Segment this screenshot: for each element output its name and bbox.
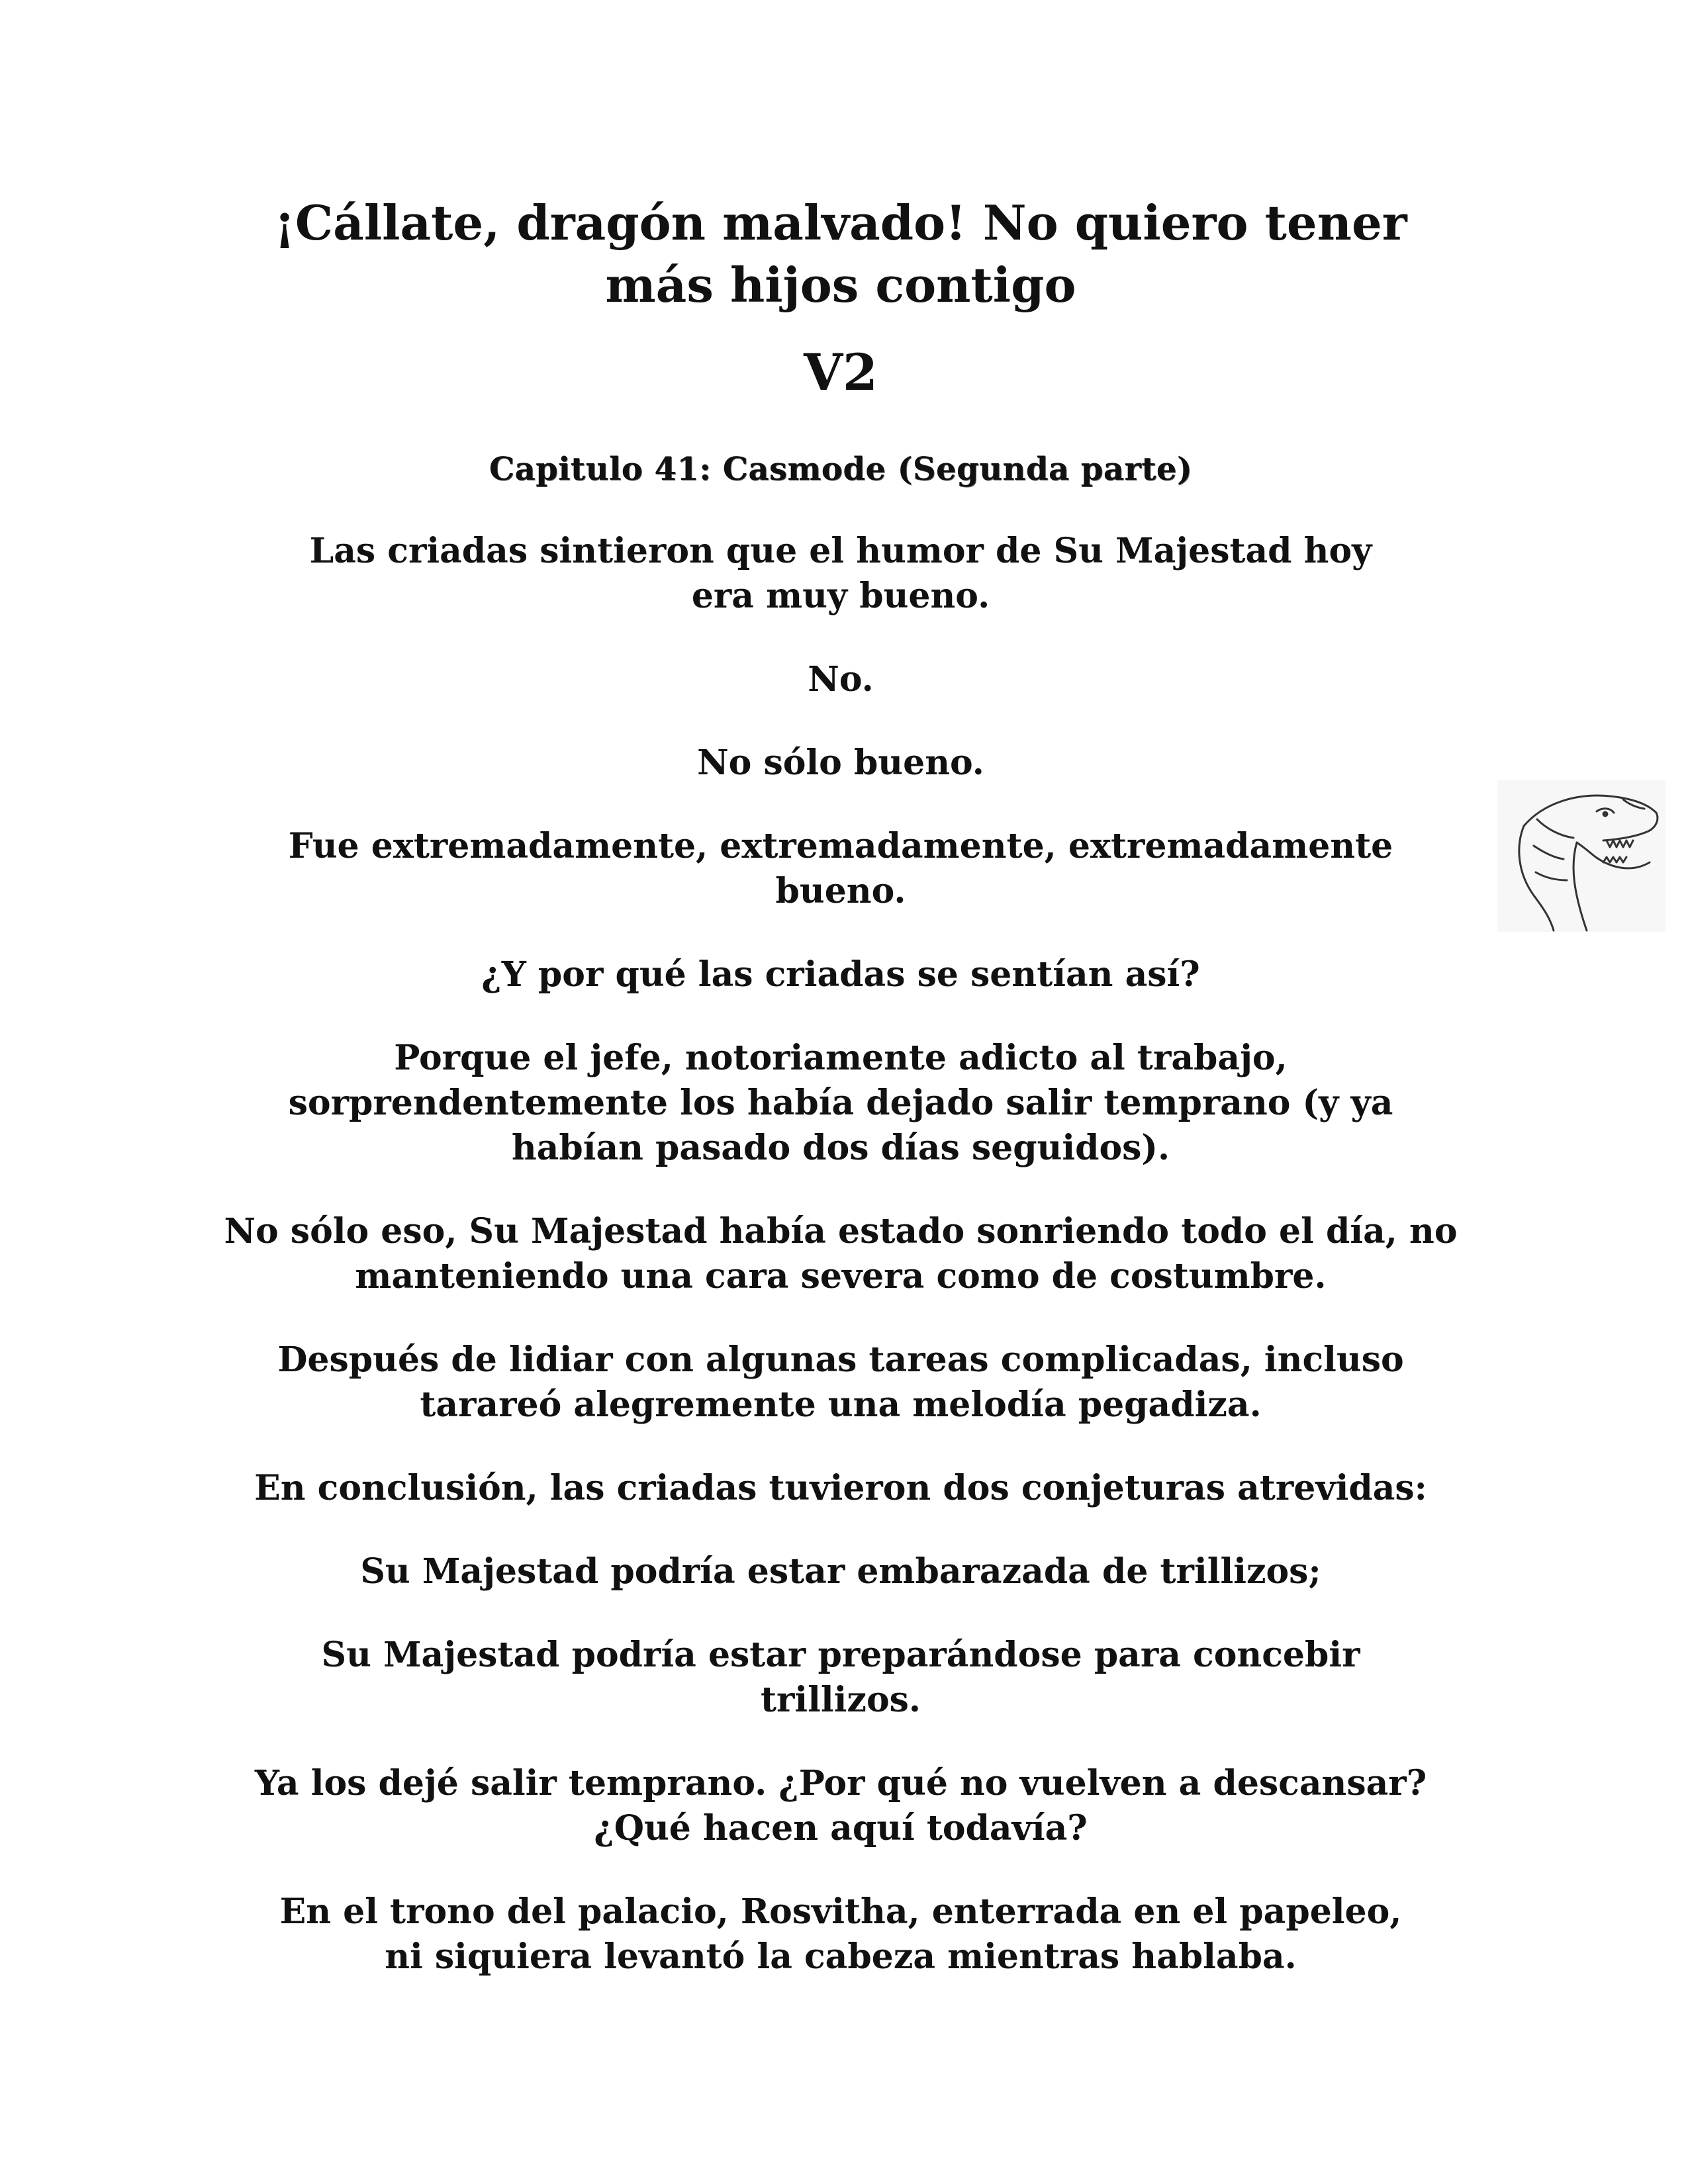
paragraph-3: No sólo bueno. (697, 742, 984, 783)
document-page (199, 192, 1483, 1979)
paragraph-7: No sólo eso, Su Majestad había estado sonriendo todo el día, no manteniendo una cara severa como de costumbre. (224, 1210, 1458, 1297)
paragraph-6: Porque el jefe, notoriamente adicto al trabajo, sorprendentemente los había dejado salir temprano (y ya habían pasado dos días seguidos). (288, 1037, 1393, 1168)
paragraph-2: No. (808, 659, 874, 700)
dinosaur-head-sketch-icon (1497, 780, 1665, 932)
paragraph-5: ¿Y por qué las criadas se sentían así? (481, 954, 1200, 995)
paragraph-9: En conclusión, las criadas tuvieron dos conjeturas atrevidas: (254, 1467, 1427, 1508)
paragraph-13: En el trono del palacio, Rosvitha, enterrada en el papeleo, ni siquiera levantó la cabeza mientras hablaba. (279, 1891, 1402, 1977)
title-line-2: más hijos contigo (605, 256, 1076, 313)
paragraph-4: Fue extremadamente, extremadamente, extremadamente bueno. (288, 825, 1393, 911)
document-title (199, 192, 1483, 316)
paragraph-12: Ya los dejé salir temprano. ¿Por qué no vuelven a descansar? ¿Qué hacen aquí todavía? (254, 1762, 1427, 1848)
paragraph-11: Su Majestad podría estar preparándose para concebir trillizos. (321, 1634, 1360, 1720)
paragraph-8: Después de lidiar con algunas tareas complicadas, incluso tarareó alegremente una melodía pegadiza. (277, 1339, 1404, 1425)
paragraph-10: Su Majestad podría estar embarazada de trillizos; (360, 1551, 1321, 1592)
chapter-heading: Capitulo 41: Casmode (Segunda parte) (489, 451, 1193, 488)
volume-label: V2 (804, 343, 878, 402)
paragraph-1: Las criadas sintieron que el humor de Su Majestad hoy era muy bueno. (309, 530, 1372, 616)
title-line-1: ¡Cállate, dragón malvado! No quiero tener (274, 195, 1407, 251)
